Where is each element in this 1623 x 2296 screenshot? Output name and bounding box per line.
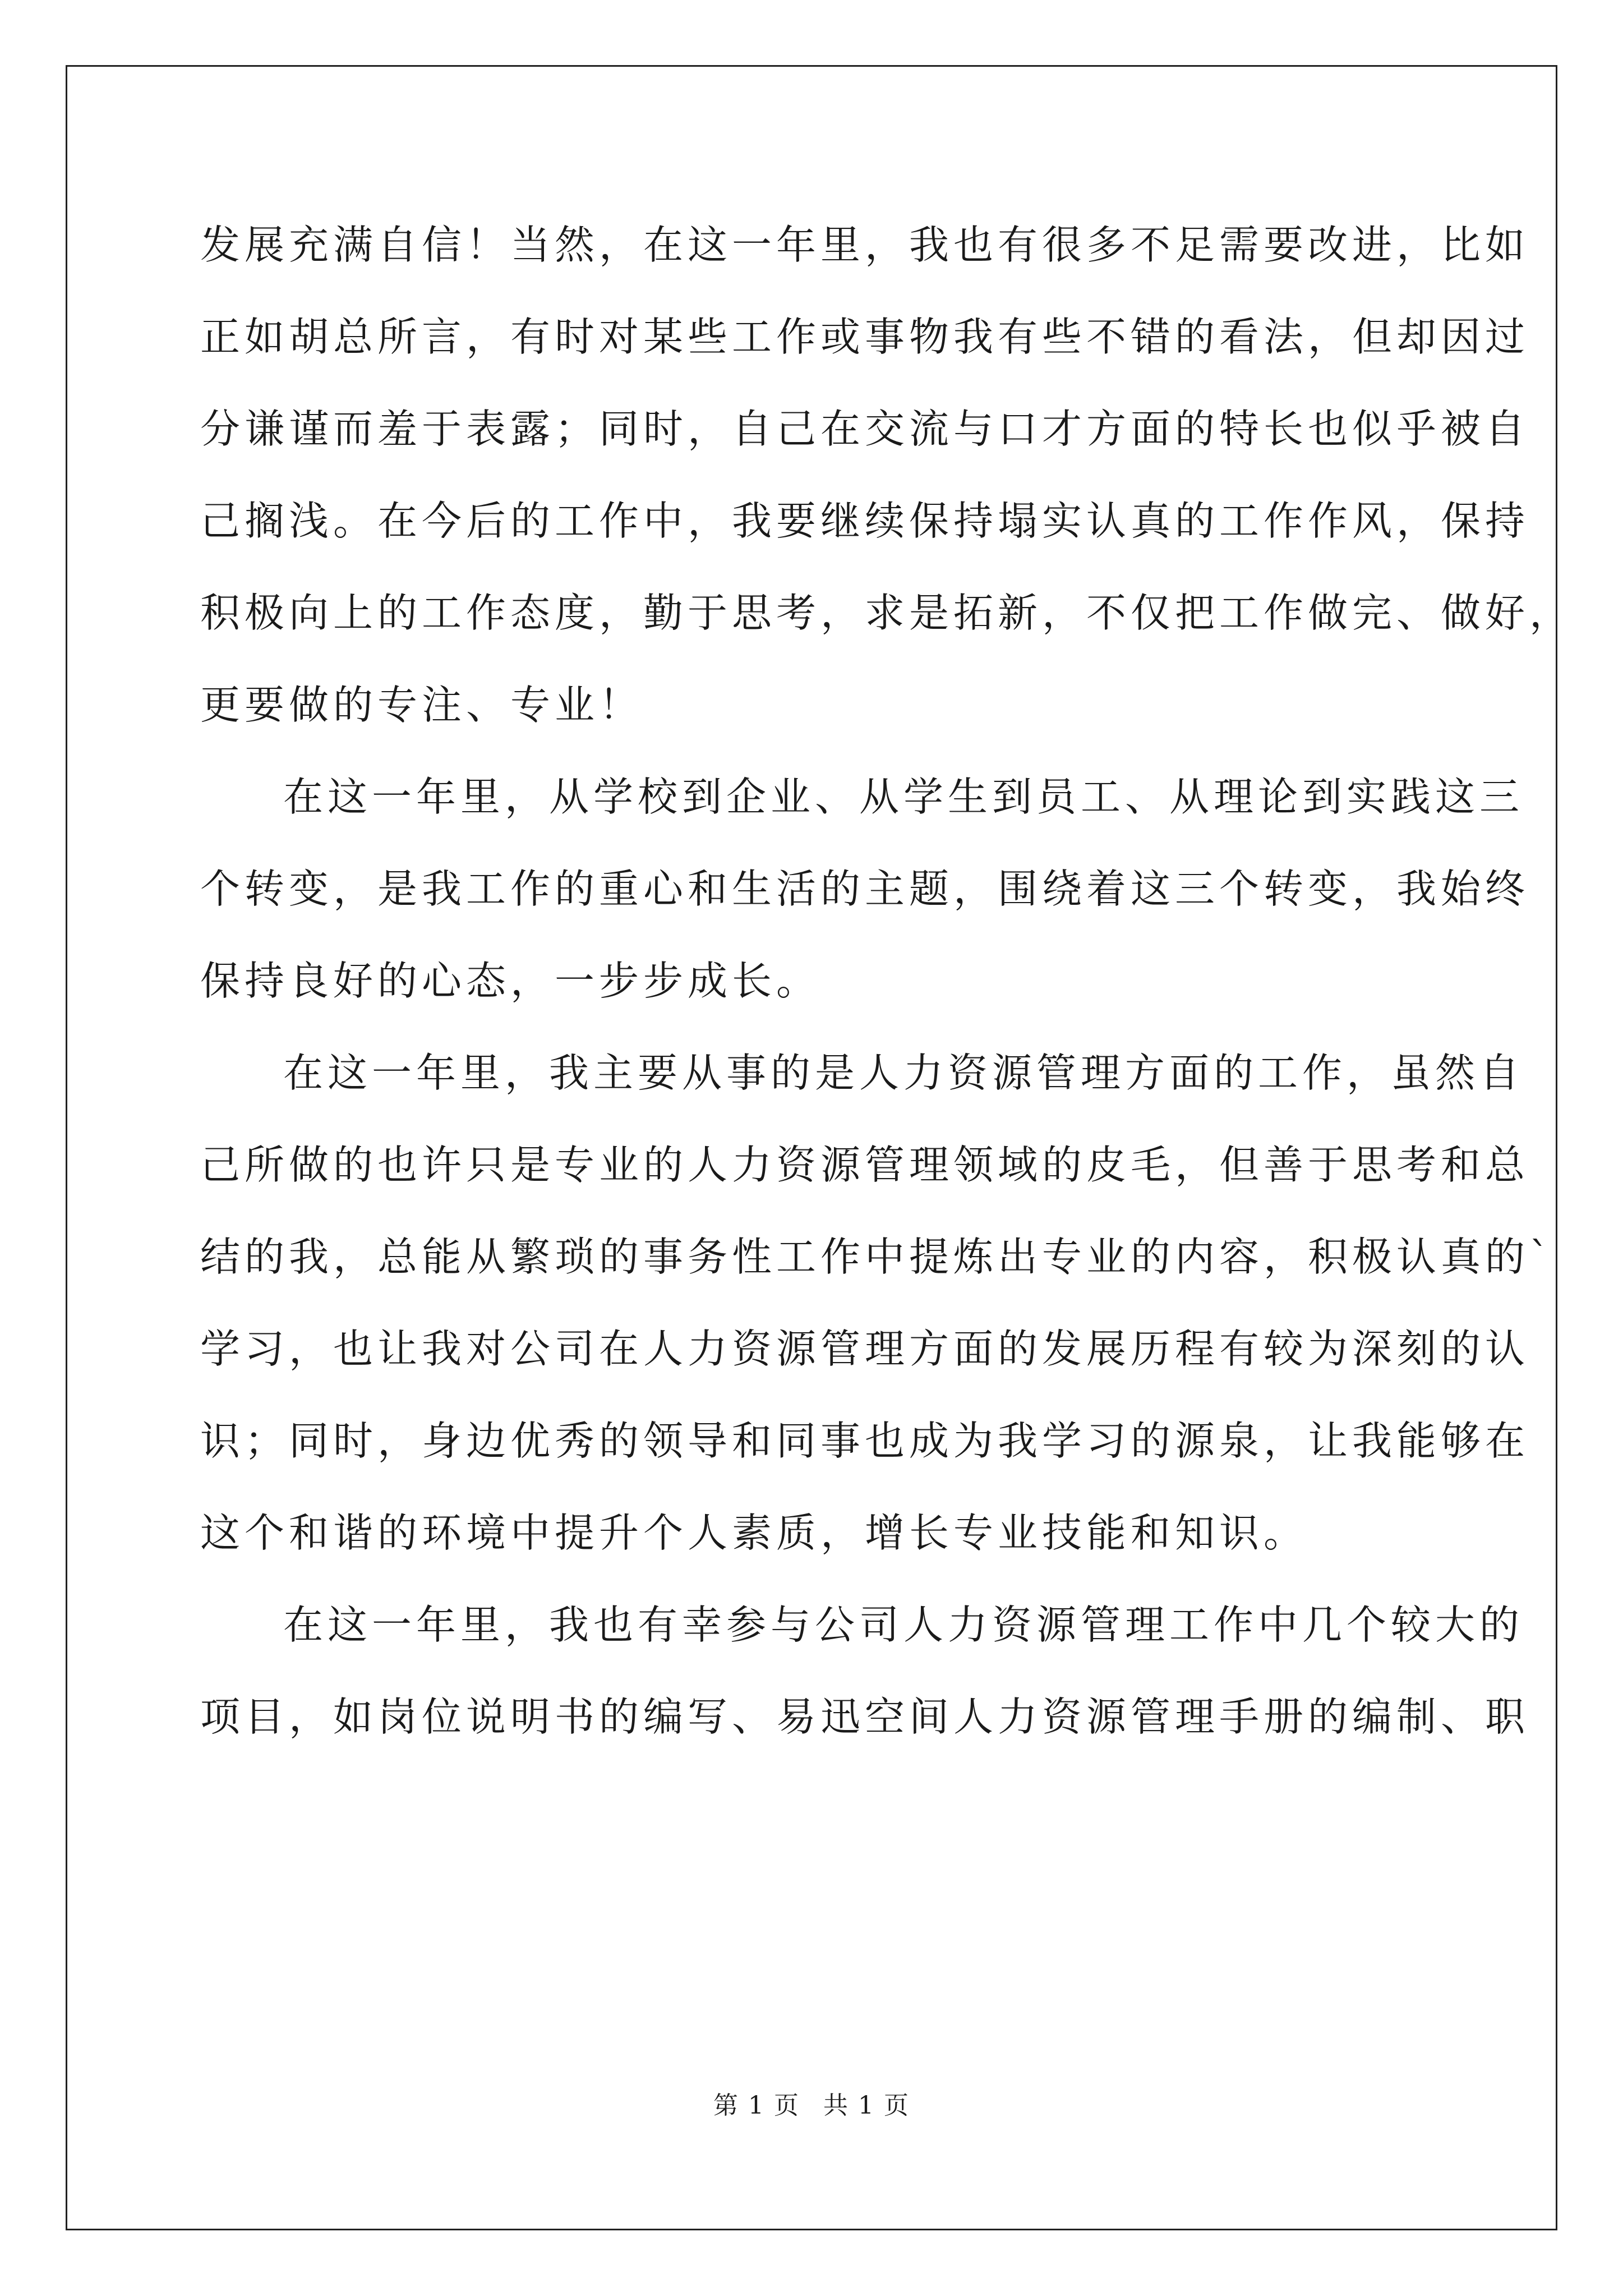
page-total: 共 1 页 xyxy=(823,2091,910,2120)
text-line: 学习，也让我对公司在人力资源管理方面的发展历程有较为深刻的认 xyxy=(200,1326,1530,1372)
text-line: 在这一年里，从学校到企业、从学生到员工、从理论到实践这三 xyxy=(283,774,1524,820)
text-line: 在这一年里，我也有幸参与公司人力资源管理工作中几个较大的 xyxy=(283,1602,1524,1648)
page-footer xyxy=(0,2089,1623,2123)
text-line: 发展充满自信！当然，在这一年里，我也有很多不足需要改进，比如 xyxy=(200,222,1530,268)
text-line: 保持良好的心态，一步步成长。 xyxy=(200,958,821,1004)
page-number: 第 1 页 xyxy=(713,2091,800,2120)
text-line: 积极向上的工作态度，勤于思考，求是拓新，不仅把工作做完、做好， xyxy=(200,590,1574,636)
text-line: 己搁浅。在今后的工作中，我要继续保持塌实认真的工作作风，保持 xyxy=(200,498,1530,544)
text-line: 分谦谨而羞于表露；同时，自己在交流与口才方面的特长也似乎被自 xyxy=(200,406,1530,452)
text-line: 更要做的专注、专业！ xyxy=(200,682,644,728)
text-line: 己所做的也许只是专业的人力资源管理领域的皮毛，但善于思考和总 xyxy=(200,1142,1530,1188)
document-body xyxy=(200,199,1574,1763)
text-line: 正如胡总所言，有时对某些工作或事物我有些不错的看法，但却因过 xyxy=(200,314,1530,360)
text-line: 识；同时，身边优秀的领导和同事也成为我学习的源泉，让我能够在 xyxy=(200,1418,1530,1464)
text-line: 这个和谐的环境中提升个人素质，增长专业技能和知识。 xyxy=(200,1510,1308,1556)
text-line: 结的我，总能从繁琐的事务性工作中提炼出专业的内容，积极认真的` xyxy=(200,1234,1554,1280)
text-line: 项目，如岗位说明书的编写、易迅空间人力资源管理手册的编制、职 xyxy=(200,1694,1530,1740)
text-line: 在这一年里，我主要从事的是人力资源管理方面的工作，虽然自 xyxy=(283,1050,1524,1096)
text-line: 个转变，是我工作的重心和生活的主题，围绕着这三个转变，我始终 xyxy=(200,866,1530,912)
